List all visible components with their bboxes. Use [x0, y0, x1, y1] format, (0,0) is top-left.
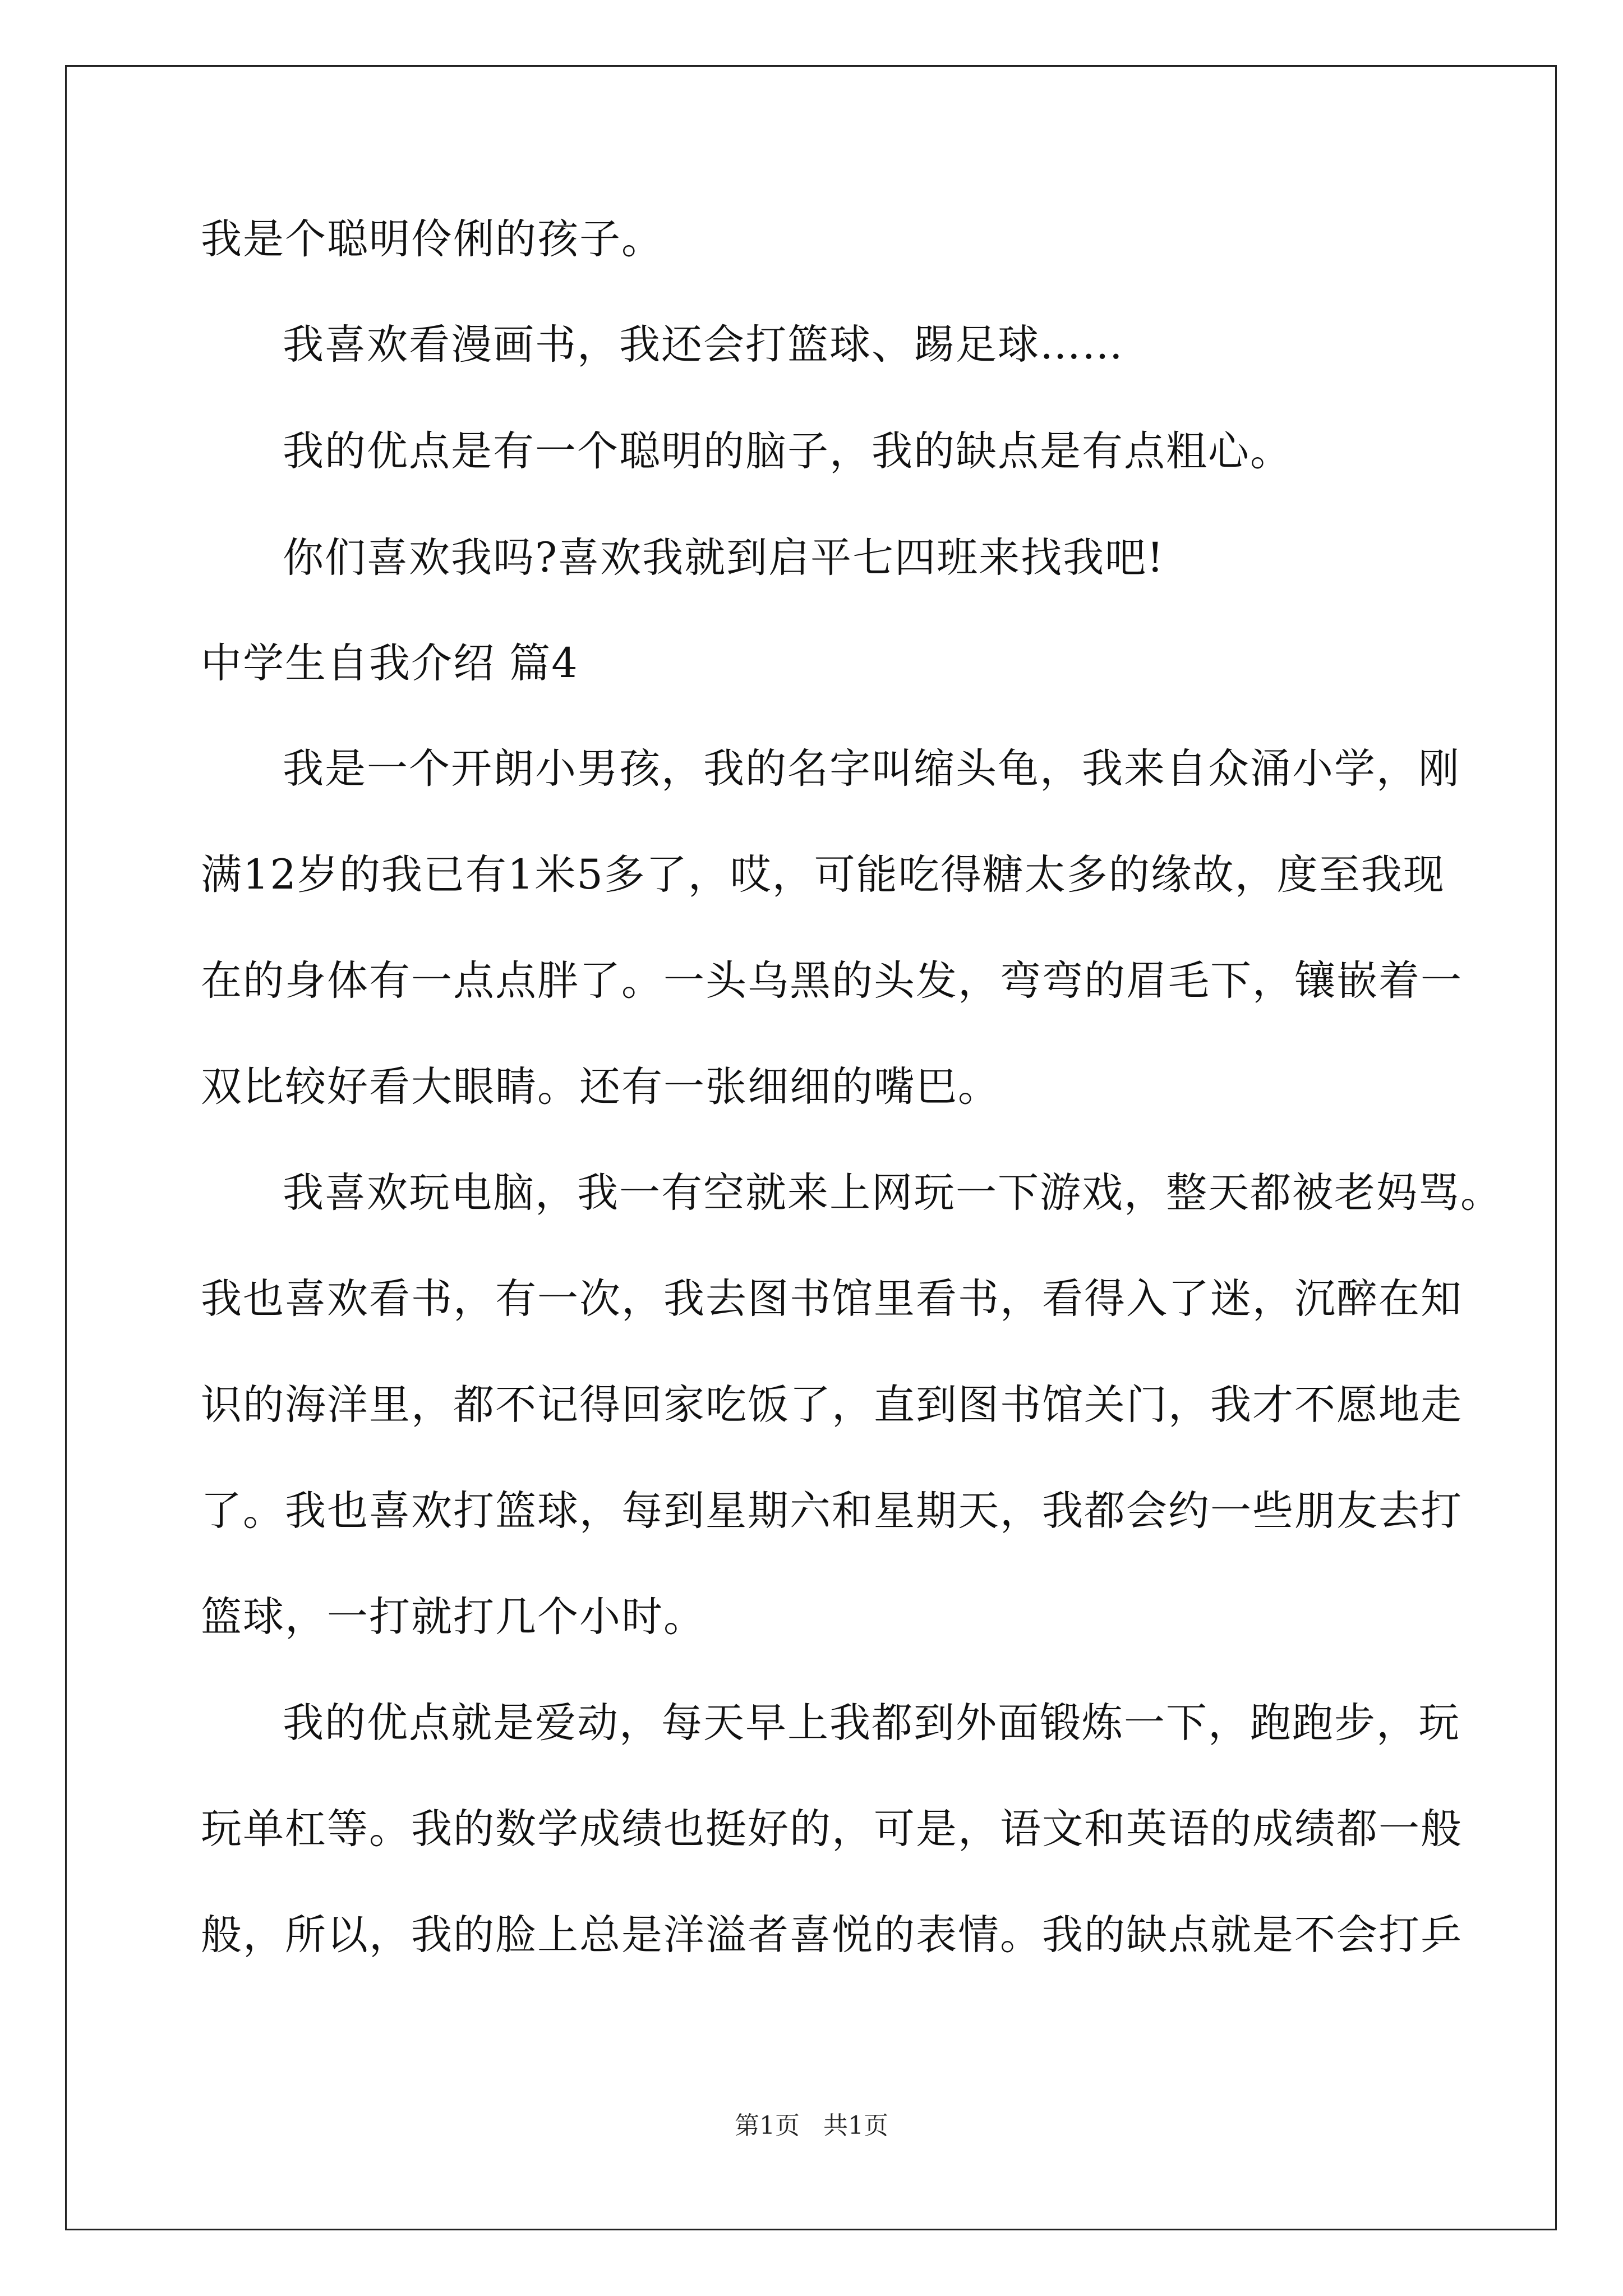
paragraph-line: 般，所以，我的脸上总是洋溢者喜悦的表情。我的缺点就是不会打乒	[201, 1911, 1463, 1959]
paragraph-line: 了。我也喜欢打篮球，每到星期六和星期天，我都会约一些朋友去打	[201, 1487, 1463, 1535]
paragraph-line: 篮球，一打就打几个小时。	[201, 1593, 706, 1641]
section-heading: 中学生自我介绍 篇4	[201, 639, 579, 687]
page-border	[65, 65, 1557, 2230]
paragraph-line: 我是个聪明伶俐的孩子。	[201, 215, 663, 263]
paragraph-line: 我也喜欢看书，有一次，我去图书馆里看书，看得入了迷，沉醉在知	[201, 1275, 1463, 1323]
paragraph-line: 我喜欢玩电脑，我一有空就来上网玩一下游戏，整天都被老妈骂。	[283, 1169, 1502, 1217]
paragraph-line: 在的身体有一点点胖了。一头乌黑的头发，弯弯的眉毛下，镶嵌着一	[201, 957, 1463, 1005]
paragraph-line: 你们喜欢我吗?喜欢我就到启平七四班来找我吧!	[283, 534, 1165, 582]
paragraph-line: 我喜欢看漫画书，我还会打篮球、踢足球……	[283, 321, 1124, 369]
paragraph-line: 我是一个开朗小男孩，我的名字叫缩头龟，我来自众涌小学，刚	[283, 745, 1460, 793]
paragraph-line: 双比较好看大眼睛。还有一张细细的嘴巴。	[201, 1063, 1000, 1111]
paragraph-line: 我的优点是有一个聪明的脑子，我的缺点是有点粗心。	[283, 427, 1292, 475]
page-total: 共1页	[823, 2111, 888, 2140]
page-number: 第1页	[735, 2111, 800, 2140]
paragraph-line: 识的海洋里，都不记得回家吃饭了，直到图书馆关门，我才不愿地走	[201, 1381, 1463, 1429]
paragraph-line: 玩单杠等。我的数学成绩也挺好的，可是，语文和英语的成绩都一般	[201, 1805, 1463, 1853]
paragraph-line: 满12岁的我已有1米5多了，哎，可能吃得糖太多的缘故，度至我现	[201, 851, 1445, 899]
paragraph-line: 我的优点就是爱动，每天早上我都到外面锻炼一下，跑跑步，玩	[283, 1699, 1460, 1747]
page-footer	[0, 2110, 1623, 2142]
